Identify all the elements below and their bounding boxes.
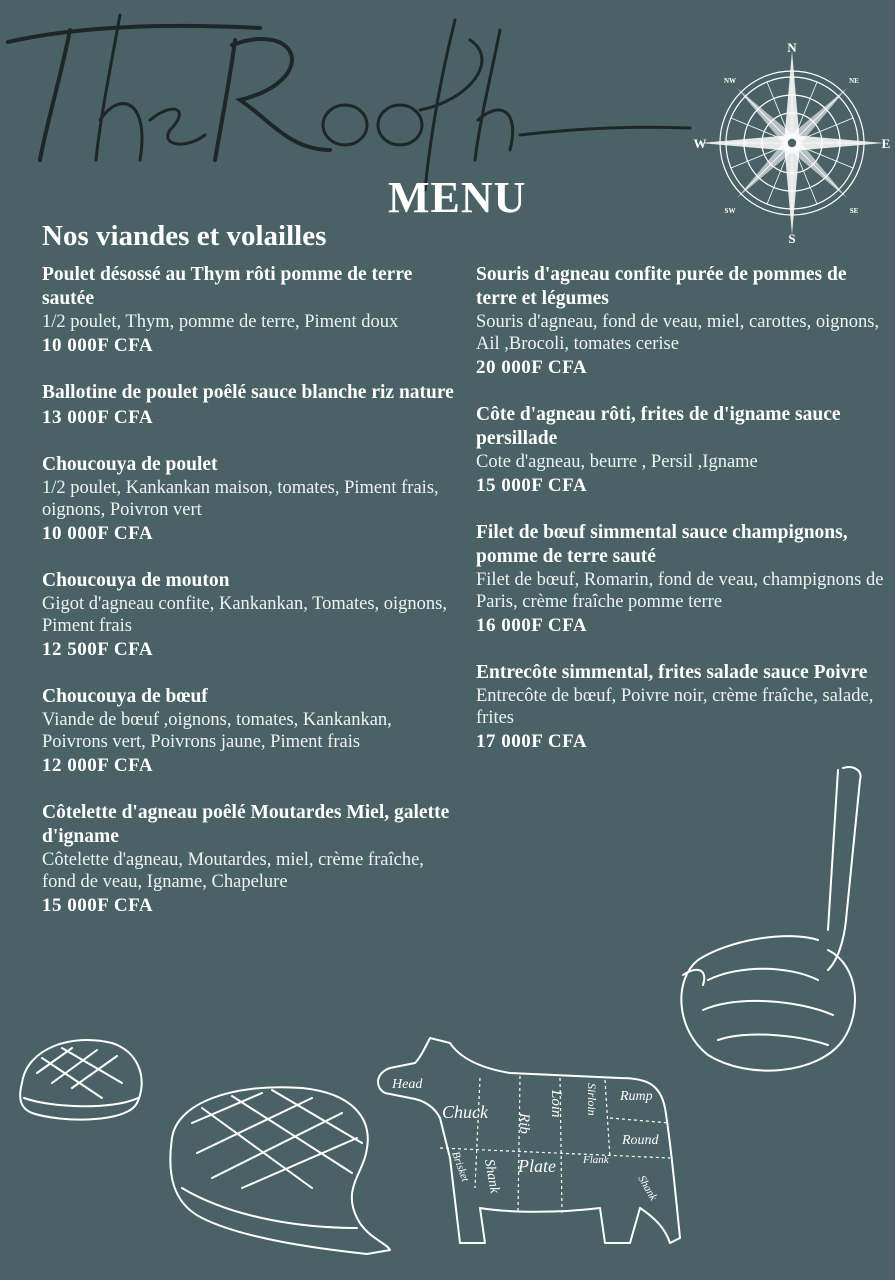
item-description: Souris d'agneau, fond de veau, miel, carottes, oignons, Ail ,Brocoli, tomates cerise bbox=[476, 312, 880, 354]
item-price: 10 000F CFA bbox=[42, 335, 154, 356]
section-title: Nos viandes et volailles bbox=[42, 220, 327, 252]
item-description: 1/2 poulet, Thym, pomme de terre, Piment doux bbox=[42, 312, 399, 332]
item-price: 12 500F CFA bbox=[42, 639, 154, 660]
item-price: 20 000F CFA bbox=[476, 357, 588, 378]
compass-w: W bbox=[693, 136, 707, 151]
item-name: Souris d'agneau confite purée de pommes de terre et légumes bbox=[476, 264, 847, 309]
item-price: 12 000F CFA bbox=[42, 755, 154, 776]
menu-column-left bbox=[42, 263, 462, 941]
item-price: 15 000F CFA bbox=[42, 895, 154, 916]
item-description: Gigot d'agneau confite, Kankankan, Tomates, oignons, Piment frais bbox=[42, 594, 448, 636]
menu-item bbox=[476, 661, 891, 755]
item-name: Côte d'agneau rôti, frites de d'igname sauce persillade bbox=[476, 404, 841, 449]
item-price: 15 000F CFA bbox=[476, 475, 588, 496]
item-price: 10 000F CFA bbox=[42, 523, 154, 544]
item-name: Filet de bœuf simmental sauce champignons, pomme de terre sauté bbox=[476, 522, 848, 567]
compass-n: N bbox=[787, 40, 797, 55]
rib-steak-icon bbox=[152, 1078, 402, 1258]
cut-rump: Rump bbox=[620, 1089, 653, 1104]
menu-item bbox=[42, 453, 462, 547]
menu-column-right bbox=[476, 263, 891, 777]
item-price: 16 000F CFA bbox=[476, 615, 588, 636]
restaurant-logo bbox=[0, 0, 700, 200]
item-name: Ballotine de poulet poêlé sauce blanche riz nature bbox=[42, 382, 454, 403]
item-description: Filet de bœuf, Romarin, fond de veau, champignons de Paris, crème fraîche pomme terre bbox=[476, 570, 884, 612]
compass-nw: NW bbox=[723, 77, 737, 85]
steak-icon bbox=[12, 1028, 152, 1128]
item-name: Choucouya de mouton bbox=[42, 570, 230, 591]
menu-title: MENU bbox=[388, 173, 527, 222]
menu-item bbox=[42, 263, 462, 359]
compass-s: S bbox=[788, 231, 796, 246]
cut-rib: Rib bbox=[516, 1113, 532, 1134]
item-description: Côtelette d'agneau, Moutardes, miel, crème fraîche, fond de veau, Igname, Chapelure bbox=[42, 850, 424, 892]
menu-item bbox=[42, 685, 462, 779]
cut-head: Head bbox=[392, 1077, 423, 1092]
cut-shank-rear: Shank bbox=[635, 1173, 660, 1203]
compass-se: SE bbox=[849, 207, 859, 215]
cut-brisket: Brisket bbox=[449, 1149, 472, 1184]
menu-item bbox=[476, 263, 891, 381]
menu-item bbox=[476, 403, 891, 499]
cut-plate: Plate bbox=[518, 1156, 556, 1176]
item-description: 1/2 poulet, Kankankan maison, tomates, Piment frais, oignons, Poivron vert bbox=[42, 478, 439, 520]
compass-rose-icon bbox=[692, 38, 892, 248]
lamb-chop-icon bbox=[668, 760, 878, 1080]
menu-item bbox=[476, 521, 891, 639]
item-price: 13 000F CFA bbox=[42, 407, 154, 428]
menu-item bbox=[42, 569, 462, 663]
item-description: Cote d'agneau, beurre , Persil ,Igname bbox=[476, 452, 758, 472]
item-name: Entrecôte simmental, frites salade sauce Poivre bbox=[476, 662, 868, 683]
cut-loin: Loin bbox=[548, 1090, 564, 1118]
menu-item bbox=[42, 801, 462, 919]
compass-sw: SW bbox=[724, 207, 736, 215]
cut-flank: Flank bbox=[583, 1154, 609, 1166]
item-price: 17 000F CFA bbox=[476, 731, 588, 752]
item-name: Choucouya de bœuf bbox=[42, 686, 208, 707]
item-name: Côtelette d'agneau poêlé Moutardes Miel, galette d'igname bbox=[42, 802, 450, 847]
beef-cuts-diagram bbox=[370, 1028, 690, 1268]
cut-round: Round bbox=[622, 1133, 659, 1148]
menu-item bbox=[42, 381, 462, 431]
compass-e: E bbox=[881, 136, 891, 151]
compass-ne: NE bbox=[849, 77, 859, 85]
item-name: Poulet désossé au Thym rôti pomme de terre sautée bbox=[42, 264, 413, 309]
cut-sirloin: Sirloin bbox=[585, 1083, 599, 1116]
cut-shank: Shank bbox=[481, 1158, 502, 1195]
item-description: Entrecôte de bœuf, Poivre noir, crème fraîche, salade, frites bbox=[476, 686, 874, 728]
cut-chuck: Chuck bbox=[442, 1102, 488, 1122]
item-description: Viande de bœuf ,oignons, tomates, Kankankan, Poivrons vert, Poivrons jaune, Piment frais bbox=[42, 710, 392, 752]
item-name: Choucouya de poulet bbox=[42, 454, 218, 475]
